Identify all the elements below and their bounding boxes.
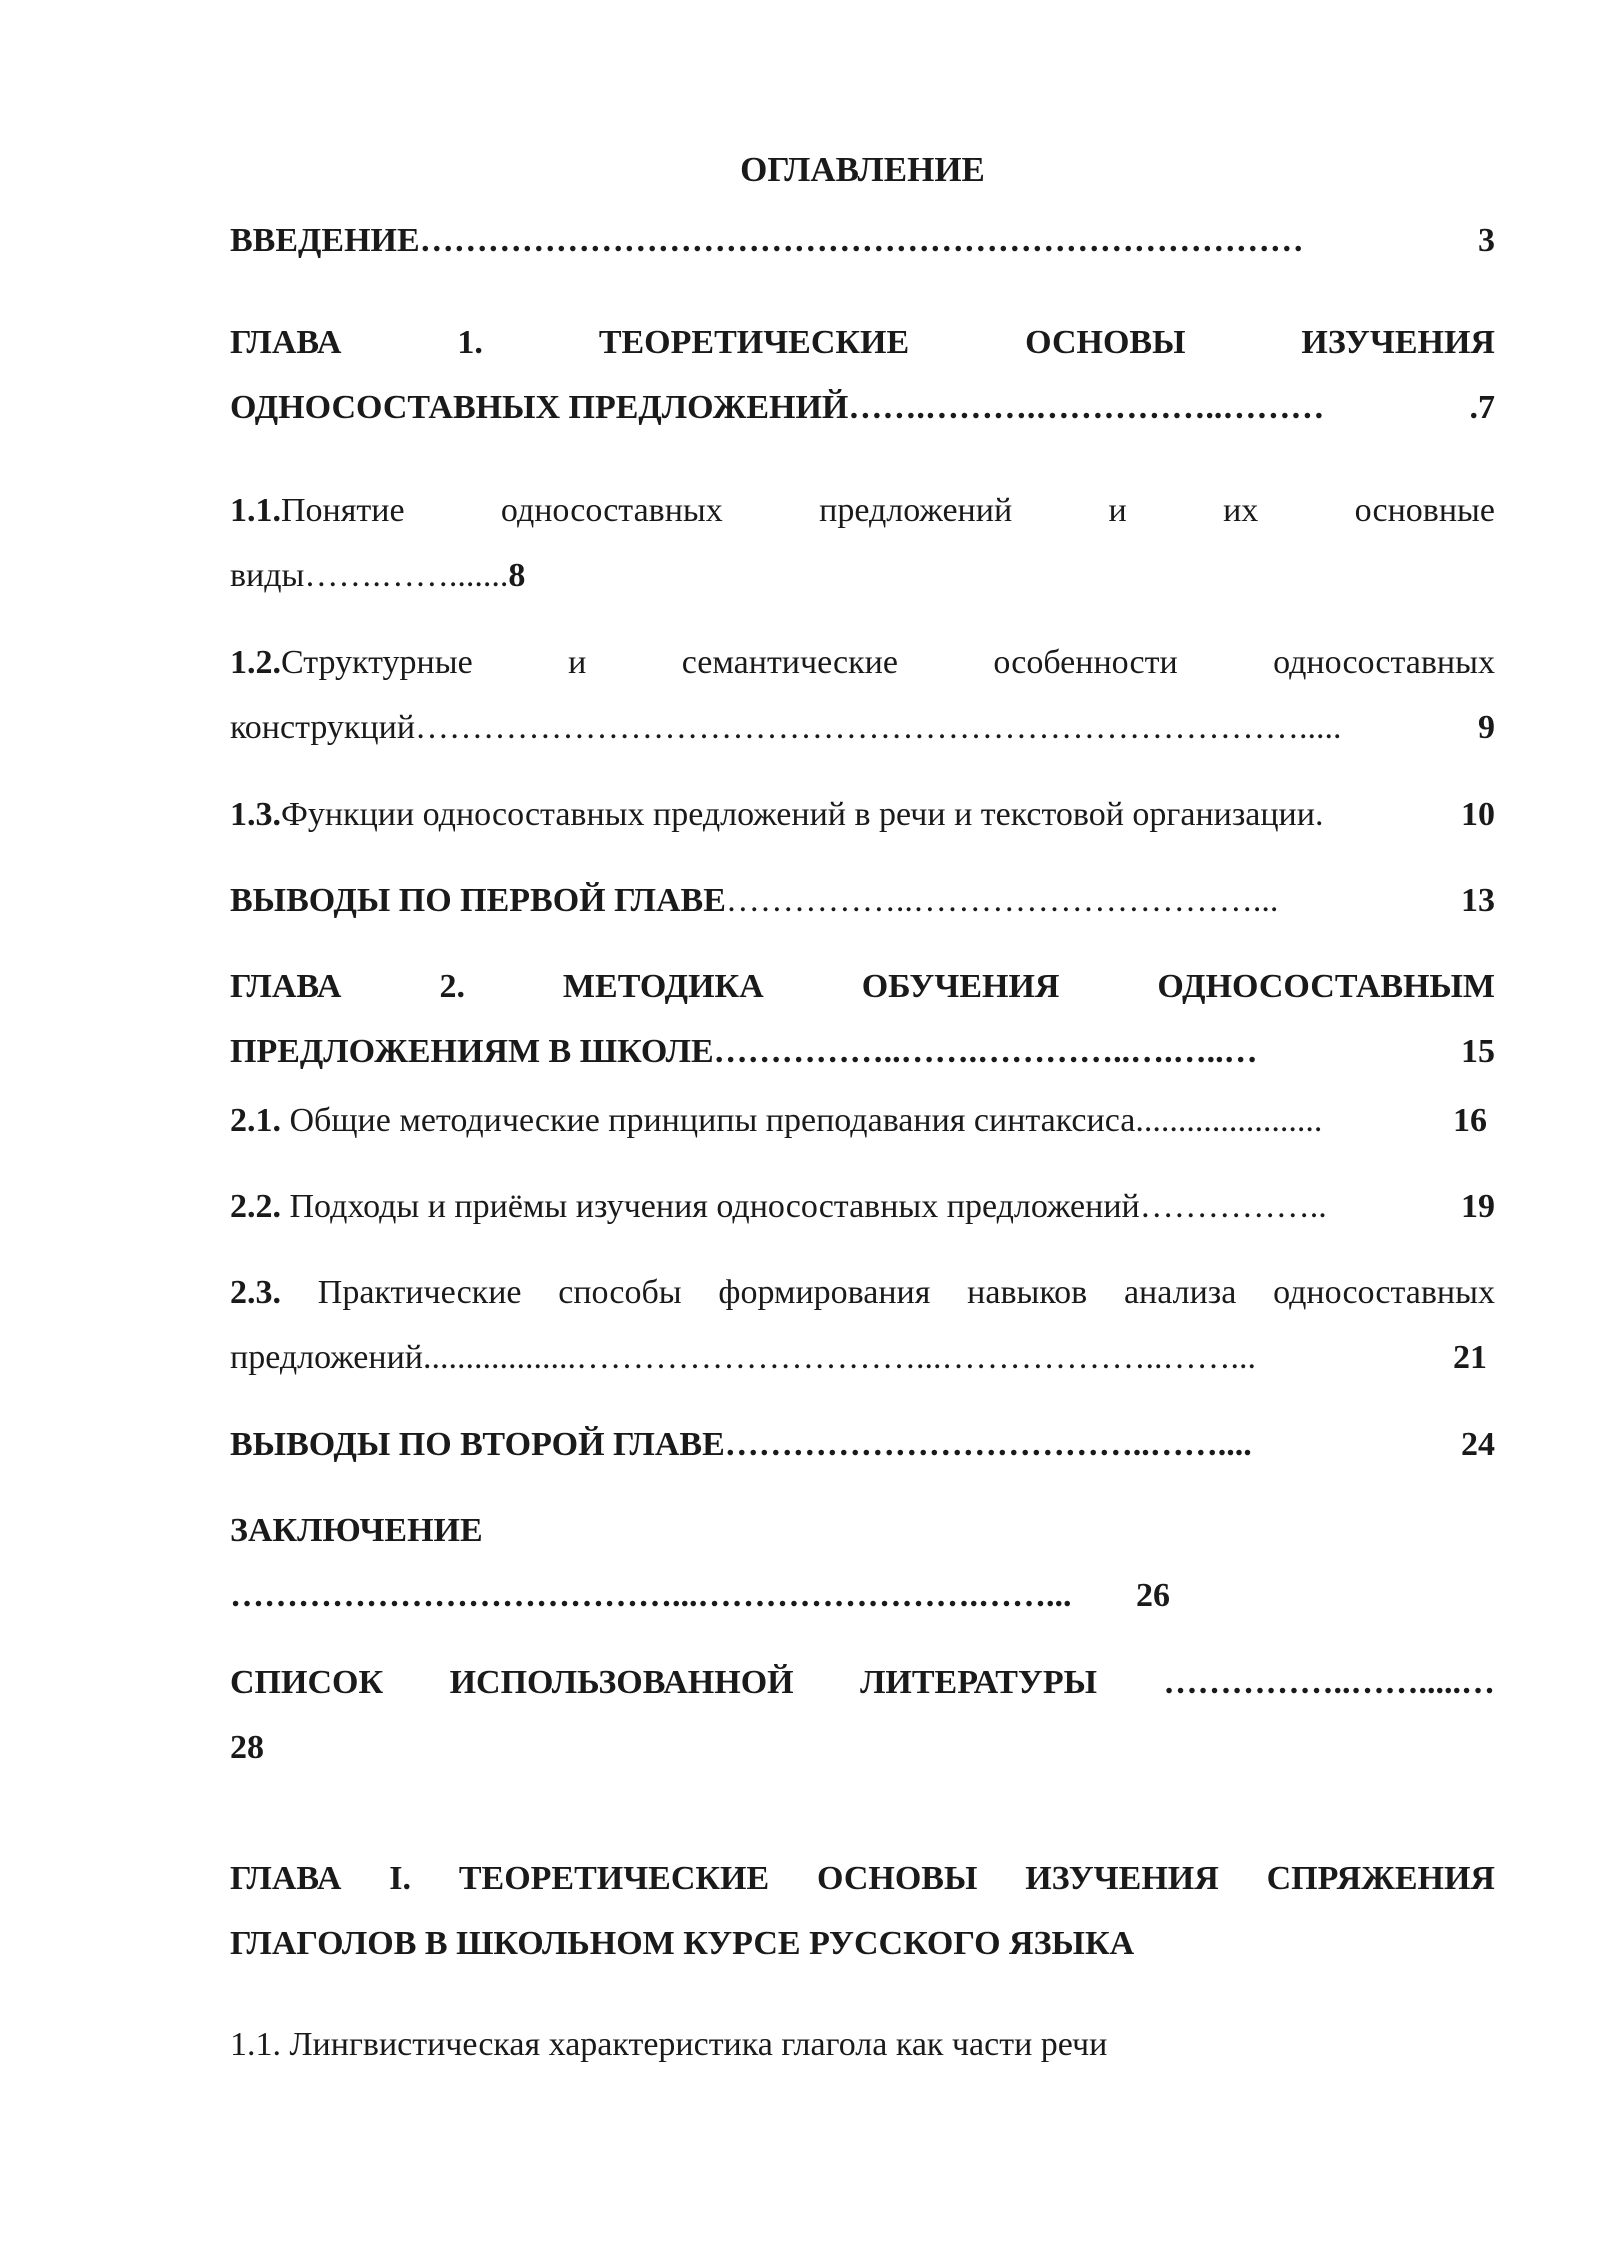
toc-entry-2-1[interactable]: [230, 1088, 1495, 1153]
toc-page-number: 16: [1453, 1102, 1487, 1139]
toc-leader-dots: …….…….......: [304, 557, 509, 594]
document-page: [230, 0, 1495, 2262]
toc-entry-conclusion[interactable]: [230, 1498, 1495, 1628]
toc-entry-line: СПИСОК ИСПОЛЬЗОВАННОЙ ЛИТЕРАТУРЫ ……………..…….....…: [230, 1664, 1495, 1701]
toc-entry-2-2[interactable]: [230, 1174, 1495, 1239]
toc-page-number: 13: [1461, 882, 1495, 919]
section-number: 1.2.: [230, 644, 281, 681]
toc-entry-label: виды: [230, 557, 305, 594]
toc-page-number: 3: [1478, 222, 1495, 259]
toc-entry-1-1[interactable]: [230, 478, 1495, 608]
section-number: 2.1.: [230, 1102, 281, 1139]
toc-entry-label: конструкций: [230, 709, 416, 746]
section-number: 1.1.: [230, 492, 281, 529]
toc-entry-intro[interactable]: [230, 208, 1495, 273]
toc-entry-label: ОДНОСОСТАВНЫХ ПРЕДЛОЖЕНИЙ: [230, 389, 849, 426]
toc-page-number: 24: [1461, 1426, 1495, 1463]
toc-leader-dots: ..................…………………………...………………..……...: [422, 1339, 1256, 1376]
toc-entry-label: ПРЕДЛОЖЕНИЯМ В ШКОЛЕ: [230, 1033, 714, 1070]
toc-entry-chapter1[interactable]: [230, 310, 1495, 440]
toc-page-number: 26: [1136, 1577, 1170, 1614]
toc-entry-label: ВЫВОДЫ ПО ПЕРВОЙ ГЛАВЕ: [230, 882, 726, 919]
section-number: 2.2.: [230, 1188, 281, 1225]
toc-page-number: 21: [1453, 1339, 1487, 1376]
toc-entry-label: ЗАКЛЮЧЕНИЕ: [230, 1512, 483, 1549]
toc-entry-1-2[interactable]: [230, 630, 1495, 760]
toc-page-number: 8: [508, 557, 526, 594]
toc-leader-dots: …….……….……………..………: [848, 389, 1325, 426]
toc-entry-chapter2[interactable]: [230, 954, 1495, 1084]
toc-entry-conclusions-1[interactable]: [230, 868, 1495, 933]
toc-entry-label: Подходы и приёмы изучения односоставных предложений: [281, 1188, 1140, 1225]
toc-page-number: 9: [1478, 709, 1495, 746]
toc-entry-line: 1.1.Понятие односоставных предложений и их основные: [230, 492, 1495, 529]
toc-page-number: 15: [1461, 1033, 1495, 1070]
toc-leader-dots: ……………………………………………………………………: [419, 222, 1304, 259]
toc-entry-label: ВВЕДЕНИЕ: [230, 222, 420, 259]
toc-entry-2-3[interactable]: [230, 1260, 1495, 1390]
section-number: 2.3.: [230, 1274, 281, 1311]
toc-title: ОГЛАВЛЕНИЕ: [740, 150, 985, 189]
toc-entry-line: 1.2.Структурные и семантические особенности односоставных: [230, 644, 1495, 681]
toc-page-number: 19: [1461, 1188, 1495, 1225]
toc-page-number: .7: [1469, 389, 1495, 426]
toc-leader-dots: ……………..…………………………...: [725, 882, 1279, 919]
section-subheading: 1.1. Лингвистическая характеристика глагола как части речи: [230, 2026, 1108, 2063]
toc-entry-label: предложений: [230, 1339, 423, 1376]
toc-page-number: 10: [1461, 796, 1495, 833]
toc-leader-dots: …………………………………...…………………….……...: [230, 1577, 1072, 1614]
toc-entry-line: 2.3. Практические способы формирования навыков анализа односоставных: [230, 1274, 1495, 1311]
toc-page-number: 28: [230, 1729, 264, 1766]
toc-entry-references[interactable]: [230, 1650, 1495, 1780]
toc-entry-line: ГЛАВА 1. ТЕОРЕТИЧЕСКИЕ ОСНОВЫ ИЗУЧЕНИЯ: [230, 324, 1495, 361]
chapter-heading: ГЛАВА I. ТЕОРЕТИЧЕСКИЕ ОСНОВЫ ИЗУЧЕНИЯ СПРЯЖЕНИЯ ГЛАГОЛОВ В ШКОЛЬНОМ КУРСЕ РУССКОГО ЯЗЫКА: [230, 1860, 1495, 1962]
toc-leader-dots: ………………………………..……....: [724, 1426, 1252, 1463]
toc-entry-label: ВЫВОДЫ ПО ВТОРОЙ ГЛАВЕ: [230, 1426, 725, 1463]
toc-entry-1-3[interactable]: [230, 782, 1495, 847]
toc-entry-label: Функции односоставных предложений в речи и текстовой организации.: [281, 796, 1324, 833]
toc-entry-line: ГЛАВА 2. МЕТОДИКА ОБУЧЕНИЯ ОДНОСОСТАВНЫМ: [230, 968, 1495, 1005]
toc-entry-label: Общие методические принципы преподавания синтаксиса: [281, 1102, 1136, 1139]
toc-entry-conclusions-2[interactable]: [230, 1412, 1495, 1477]
section-number: 1.3.: [230, 796, 281, 833]
toc-leader-dots: ......................: [1135, 1102, 1323, 1139]
toc-leader-dots: ……………..…….…………..….…..…: [713, 1033, 1258, 1070]
toc-leader-dots: ……………..: [1139, 1188, 1327, 1225]
toc-leader-dots: …………………………………………………………………….....: [415, 709, 1342, 746]
